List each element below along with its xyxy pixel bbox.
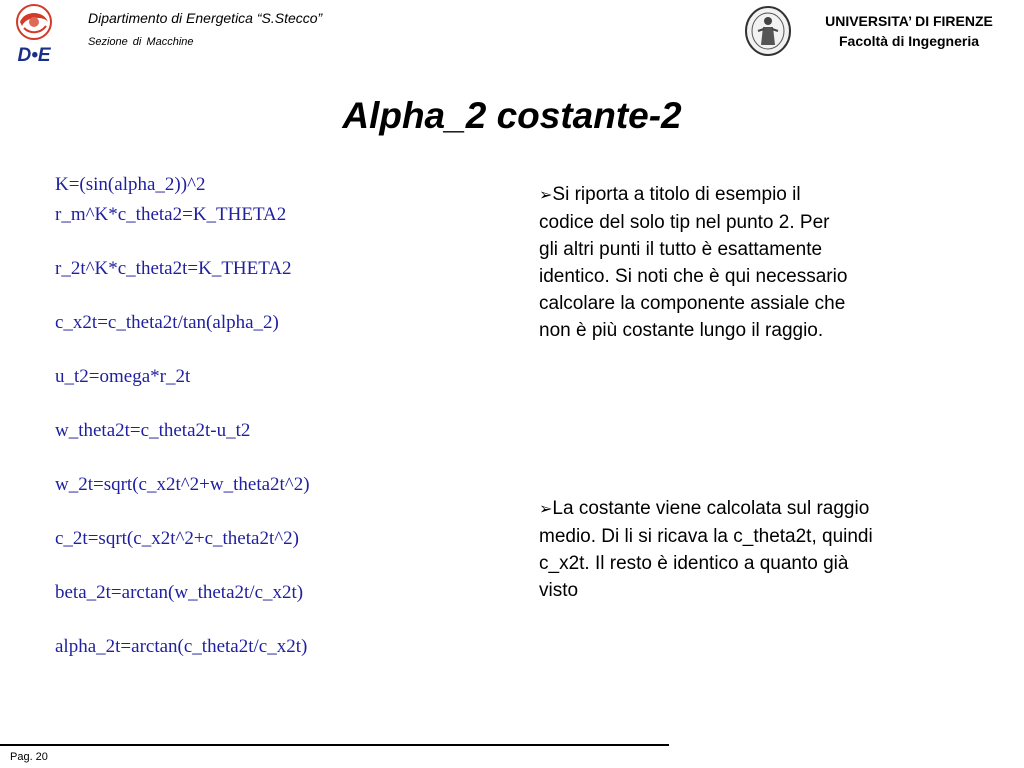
faculty-name: Facoltà di Ingegneria [838,33,980,49]
page-number: Pag. 20 [10,751,48,763]
code-line: beta_2t=arctan(w_theta2t/c_x2t) [55,582,304,603]
bullet-text-line: identico. Si noti che è qui necessario [539,266,848,287]
bullet-text-line: non è più costante lungo il raggio. [539,320,824,341]
bullet-text-line: Si riporta a titolo di esempio il [552,184,801,205]
code-line: w_theta2t=c_theta2t-u_t2 [55,420,251,441]
code-line: u_t2=omega*r_2t [55,366,191,387]
bullet-paragraph [539,181,919,344]
university-seal-icon [744,5,792,57]
code-line: alpha_2t=arctan(c_theta2t/c_x2t) [55,636,308,657]
department-name: Dipartimento di Energetica “S.Stecco” [88,10,323,26]
code-line: c_2t=sqrt(c_x2t^2+c_theta2t^2) [55,528,299,549]
bullet-text-line: visto [539,580,579,601]
arrow-bullet-icon: ➢ [539,187,553,204]
bullet-text-line: gli altri punti il tutto è esattamente [539,239,823,260]
bullet-text-line: calcolare la componente assiale che [539,293,846,314]
university-name: UNIVERSITA’ DI FIRENZE [825,13,993,29]
code-line: r_m^K*c_theta2=K_THETA2 [55,204,287,225]
code-line: K=(sin(alpha_2))^2 [55,174,206,195]
bullet-text-line: medio. Di li si ricava la c_theta2t, quindi [539,526,873,547]
slide-header [0,0,1024,66]
code-line: w_2t=sqrt(c_x2t^2+w_theta2t^2) [55,474,310,495]
de-logo-text: D•E [17,45,51,64]
code-line: c_x2t=c_theta2t/tan(alpha_2) [55,312,279,333]
de-logo-icon [4,2,64,64]
slide-title: Alpha_2 costante-2 [342,95,682,136]
department-section: Sezione di Macchine [88,36,194,48]
bullet-text-line: c_x2t. Il resto è identico a quanto già [539,553,849,574]
arrow-bullet-icon: ➢ [539,501,553,518]
footer-divider [0,744,669,746]
bullet-paragraph [539,495,944,604]
code-line: r_2t^K*c_theta2t=K_THETA2 [55,258,292,279]
bullet-text-line: La costante viene calcolata sul raggio [552,498,870,519]
bullet-text-line: codice del solo tip nel punto 2. Per [539,212,830,233]
